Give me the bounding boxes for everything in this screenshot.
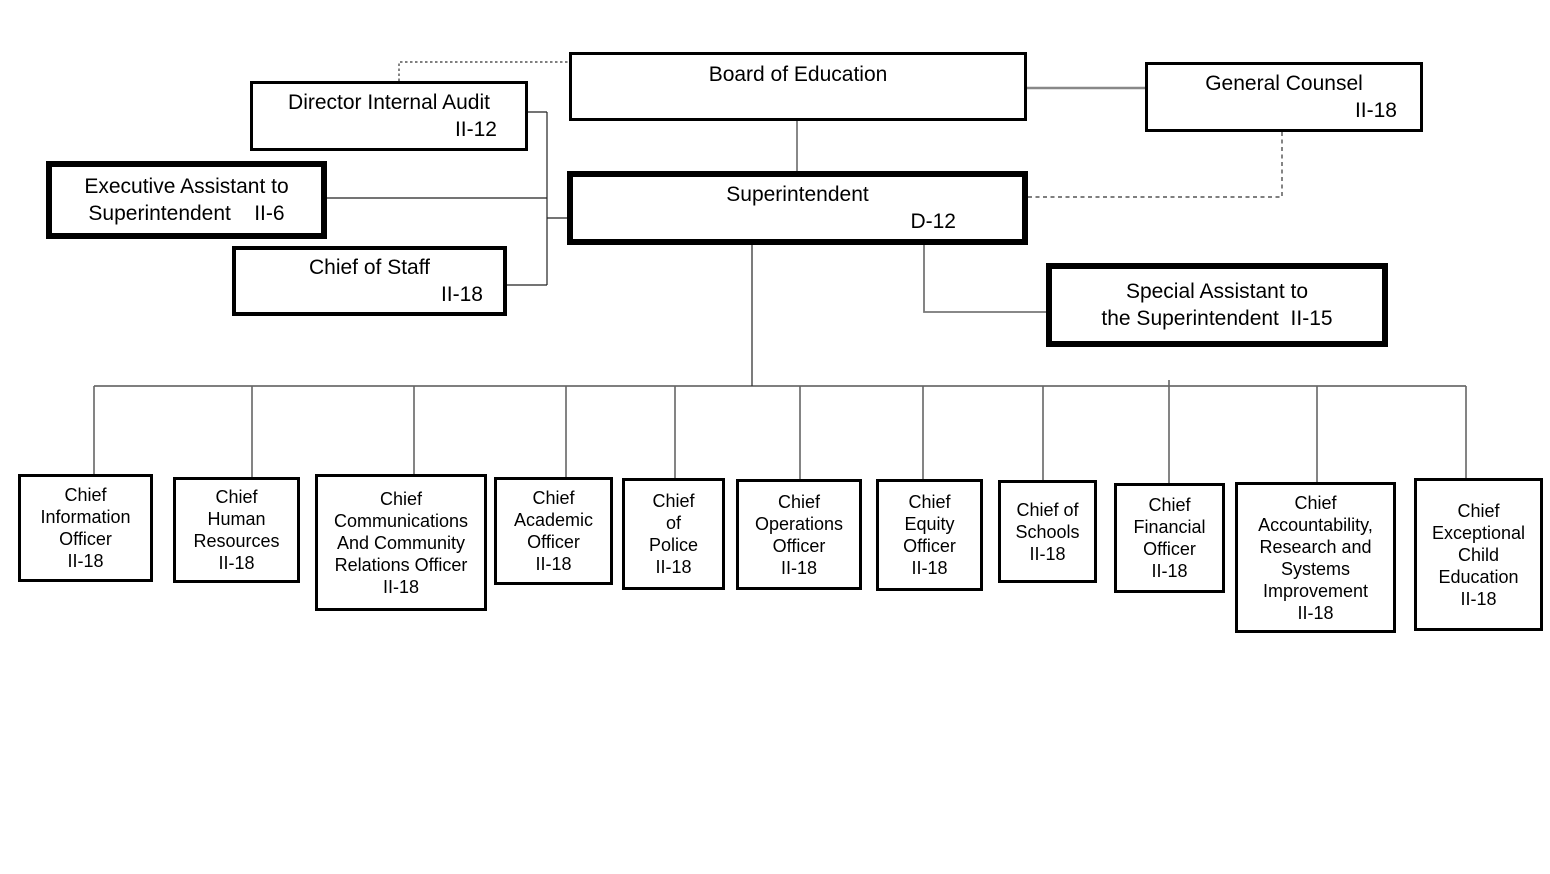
node-label-line: Chief: [1294, 492, 1337, 513]
node-grade: II-18: [1354, 99, 1397, 122]
node-label-line: of: [665, 513, 681, 533]
node-label-line: Academic: [513, 510, 594, 530]
edge-report-drops: [94, 380, 1466, 483]
node-superintendent: [567, 171, 1028, 245]
node-label-line: Chief: [1457, 500, 1500, 521]
node-label-line: Officer: [527, 532, 580, 552]
node-label-line: Chief: [215, 487, 258, 507]
node-label-line: II-18: [218, 553, 255, 573]
node-label: Director Internal Audit: [288, 91, 490, 114]
node-label-line: Chief: [908, 492, 951, 512]
edge-counsel-superintendent-dashed: [1028, 132, 1282, 197]
node-label-line: II-18: [67, 551, 104, 571]
node-label-line: II-18: [780, 557, 818, 578]
node-grade: the Superintendent II-15: [1101, 307, 1333, 330]
node-chief-exceptional-child-education: [1414, 478, 1543, 631]
node-chief-of-staff: [232, 246, 507, 316]
node-label: Board of Education: [708, 63, 888, 86]
node-label-line: Systems: [1280, 558, 1350, 579]
node-label-line: II-18: [911, 558, 948, 578]
node-chief-accountability: [1235, 482, 1396, 633]
node-label: Special Assistant to: [1125, 280, 1309, 303]
node-label-line: Officer: [1143, 539, 1196, 559]
node-label-line: II-18: [1460, 588, 1497, 609]
node-label-line: II-18: [1029, 543, 1066, 564]
node-special-assistant: [1046, 263, 1388, 347]
node-general-counsel: [1145, 62, 1423, 132]
edge-superintendent-special: [924, 244, 1046, 312]
node-chief-of-schools: [998, 480, 1097, 583]
node-label-line: Chief: [1148, 495, 1191, 515]
node-executive-assistant: [46, 161, 327, 239]
node-label-line: Chief: [777, 491, 821, 512]
node-label-line: Research and: [1259, 536, 1372, 557]
node-label-line: Officer: [772, 535, 826, 556]
node-label-line: Officer: [59, 529, 112, 549]
node-label-line: Improvement: [1262, 580, 1369, 601]
node-label-line: Financial: [1133, 517, 1206, 537]
node-label-line: Relations Officer: [334, 554, 468, 575]
node-chief-equity-officer: [876, 479, 983, 591]
node-chief-human-resources: [173, 477, 300, 583]
node-label-line: Chief: [64, 485, 107, 505]
node-label-line: Human: [207, 509, 266, 529]
node-chief-operations-officer: [736, 479, 862, 590]
node-director-internal-audit: [250, 81, 528, 151]
node-label-line: Police: [648, 535, 699, 555]
node-label-line: II-18: [382, 576, 420, 597]
node-label-line: II-18: [655, 557, 692, 577]
node-label-line: II-18: [1151, 561, 1188, 581]
node-label-line: Officer: [903, 536, 956, 556]
node-label-line: Accountability,: [1258, 514, 1373, 535]
node-label-line: Exceptional: [1431, 522, 1526, 543]
edge-board-director-dashed: [399, 62, 569, 81]
node-chief-financial-officer: [1114, 483, 1225, 593]
node-grade: D-12: [910, 210, 956, 233]
node-label: Superintendent: [726, 183, 869, 206]
node-chief-communications: [315, 474, 487, 611]
node-label-line: Communications: [333, 510, 469, 531]
node-label-line: Chief: [379, 488, 423, 509]
node-label-line: II-18: [535, 554, 572, 574]
node-board-of-education: [569, 52, 1027, 121]
node-label-line: Operations: [754, 513, 844, 534]
node-label-line: Equity: [904, 514, 955, 534]
node-chief-of-police: [622, 478, 725, 590]
node-label-line: Resources: [193, 531, 280, 551]
node-label-line: Chief: [532, 488, 575, 508]
node-label-line: Education: [1438, 566, 1519, 587]
node-label-line: II-18: [1297, 602, 1334, 623]
node-label-line: Schools: [1015, 521, 1080, 542]
node-grade: II-18: [440, 283, 483, 306]
node-label-line: Chief: [652, 491, 695, 511]
node-chief-information-officer: [18, 474, 153, 582]
node-grade: II-12: [454, 118, 497, 141]
node-chief-academic-officer: [494, 477, 613, 585]
node-label-line: Child: [1457, 544, 1500, 565]
node-label-line: And Community: [336, 532, 466, 553]
node-label: Executive Assistant to: [84, 175, 289, 198]
node-label: Chief of Staff: [308, 256, 431, 279]
node-label-line: Information: [40, 507, 131, 527]
node-label-line: Chief of: [1016, 499, 1079, 520]
node-label: General Counsel: [1205, 72, 1363, 95]
node-grade: Superintendent II-6: [88, 202, 285, 225]
